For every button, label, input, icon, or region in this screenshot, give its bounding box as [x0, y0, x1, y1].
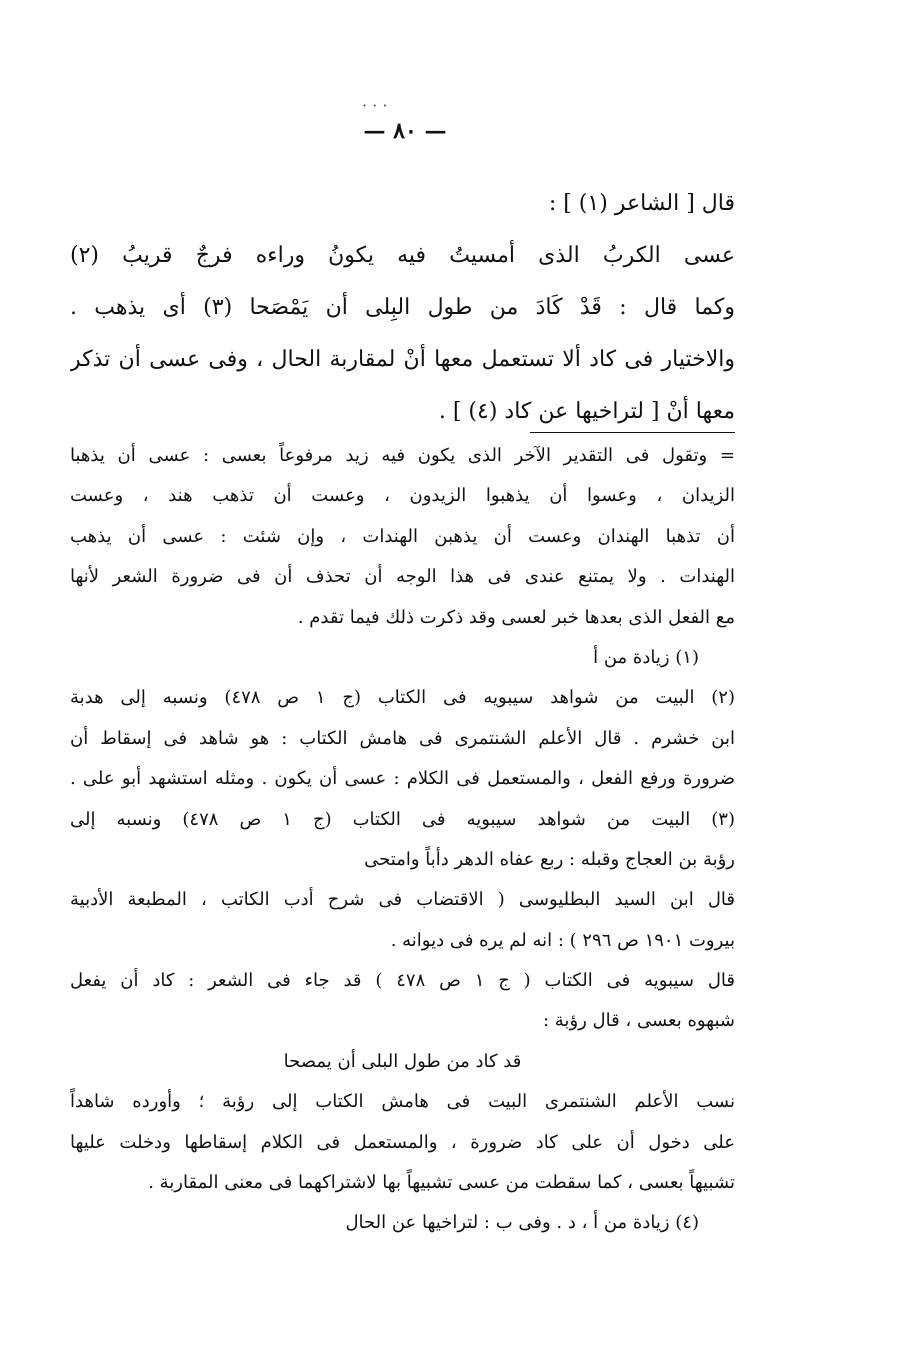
footnote-line: = وتقول فى التقدير الآخر الذى يكون فيه زيد مرفوعاً بعسى : عسى أن يذهبا — [70, 445, 735, 466]
print-speck: · · · — [362, 96, 388, 115]
footnote-line: بيروت ١٩٠١ ص ٢٩٦ ) : انه لم يره فى ديوانه . — [390, 929, 735, 951]
main-text — [70, 178, 735, 438]
footnote-line: ابن خشرم . قال الأعلم الشنتمرى فى هامش الكتاب : هو شاهد فى إسقاط أن — [70, 727, 735, 749]
footnote-line: مع الفعل الذى بعدها خبر لعسى وقد ذكرت ذلك فيما تقدم . — [297, 606, 735, 628]
footnote-verse: قد كاد من طول البلى أن يمصحا — [283, 1050, 522, 1072]
footnote-line: نسب الأعلم الشنتمرى البيت فى هامش الكتاب إلى رؤبة ؛ وأورده شاهداً — [70, 1091, 735, 1113]
footnote-line: قال سيبويه فى الكتاب ( ج ١ ص ٤٧٨ ) قد جاء فى الشعر : كاد أن يفعل — [70, 970, 735, 992]
footnotes — [70, 436, 735, 1244]
main-line: عسى الكربُ الذى أمسيتُ فيه يكونُ وراءه فرجٌ قريبُ (٢) — [70, 243, 735, 268]
footnote-line: (٤) زيادة من أ ، د . وفى ب : لتراخيها عن الحال — [345, 1212, 699, 1234]
footnote-line: الزيدان ، وعسوا أن يذهبوا الزيدون ، وعست أن تذهب هند ، وعست — [70, 485, 735, 507]
main-line: والاختيار فى كاد ألا تستعمل معها أنْ لمقاربة الحال ، وفى عسى أن تذكر — [70, 347, 735, 372]
footnote-line: (٢) البيت من شواهد سيبويه فى الكتاب (ج ١ ص ٤٧٨) ونسبه إلى هدبة — [70, 687, 735, 709]
main-line: معها أنْ [ لتراخيها عن كاد (٤) ] . — [438, 399, 735, 424]
footnote-line: ضرورة ورفع الفعل ، والمستعمل فى الكلام : عسى أن يكون . ومثله استشهد أبو على . — [70, 768, 735, 790]
footnote-line: الهندات . ولا يمتنع عندى فى هذا الوجه أن تحذف أن فى ضرورة الشعر لأنها — [70, 566, 735, 588]
footnote-line: (٣) البيت من شواهد سيبويه فى الكتاب (ج ١ ص ٤٧٨) ونسبه إلى — [70, 808, 735, 830]
page-number: — ٨٠ — — [363, 118, 447, 144]
footnote-separator — [530, 432, 735, 433]
main-line: وكما قال : قَدْ كَادَ من طول البِلى أن يَمْصَحا (٣) أى يذهب . — [70, 295, 735, 320]
footnote-line: تشبيهاً بعسى ، كما سقطت من عسى تشبيهاً بها لاشتراكهما فى معنى المقاربة . — [148, 1172, 735, 1194]
book-page — [70, 0, 740, 1349]
footnote-line: قال ابن السيد البطليوسى ( الاقتضاب فى شرح أدب الكاتب ، المطبعة الأدبية — [70, 889, 735, 911]
footnote-line: أن تذهبا الهندان وعست أن يذهبن الهندات ، وإن شئت : عسى أن يذهب — [70, 525, 735, 547]
footnote-line: شبهوه بعسى ، قال رؤبة : — [543, 1010, 735, 1032]
footnote-line: (١) زيادة من أ — [593, 646, 699, 668]
footnote-line: على دخول أن على كاد ضرورة ، والمستعمل فى الكلام إسقاطها ودخلت عليها — [70, 1131, 735, 1153]
footnote-line: رؤبة بن العجاج وقبله : ربع عفاه الدهر دأباً وامتحى — [364, 848, 735, 870]
main-line: قال [ الشاعر (١) ] : — [548, 191, 735, 216]
